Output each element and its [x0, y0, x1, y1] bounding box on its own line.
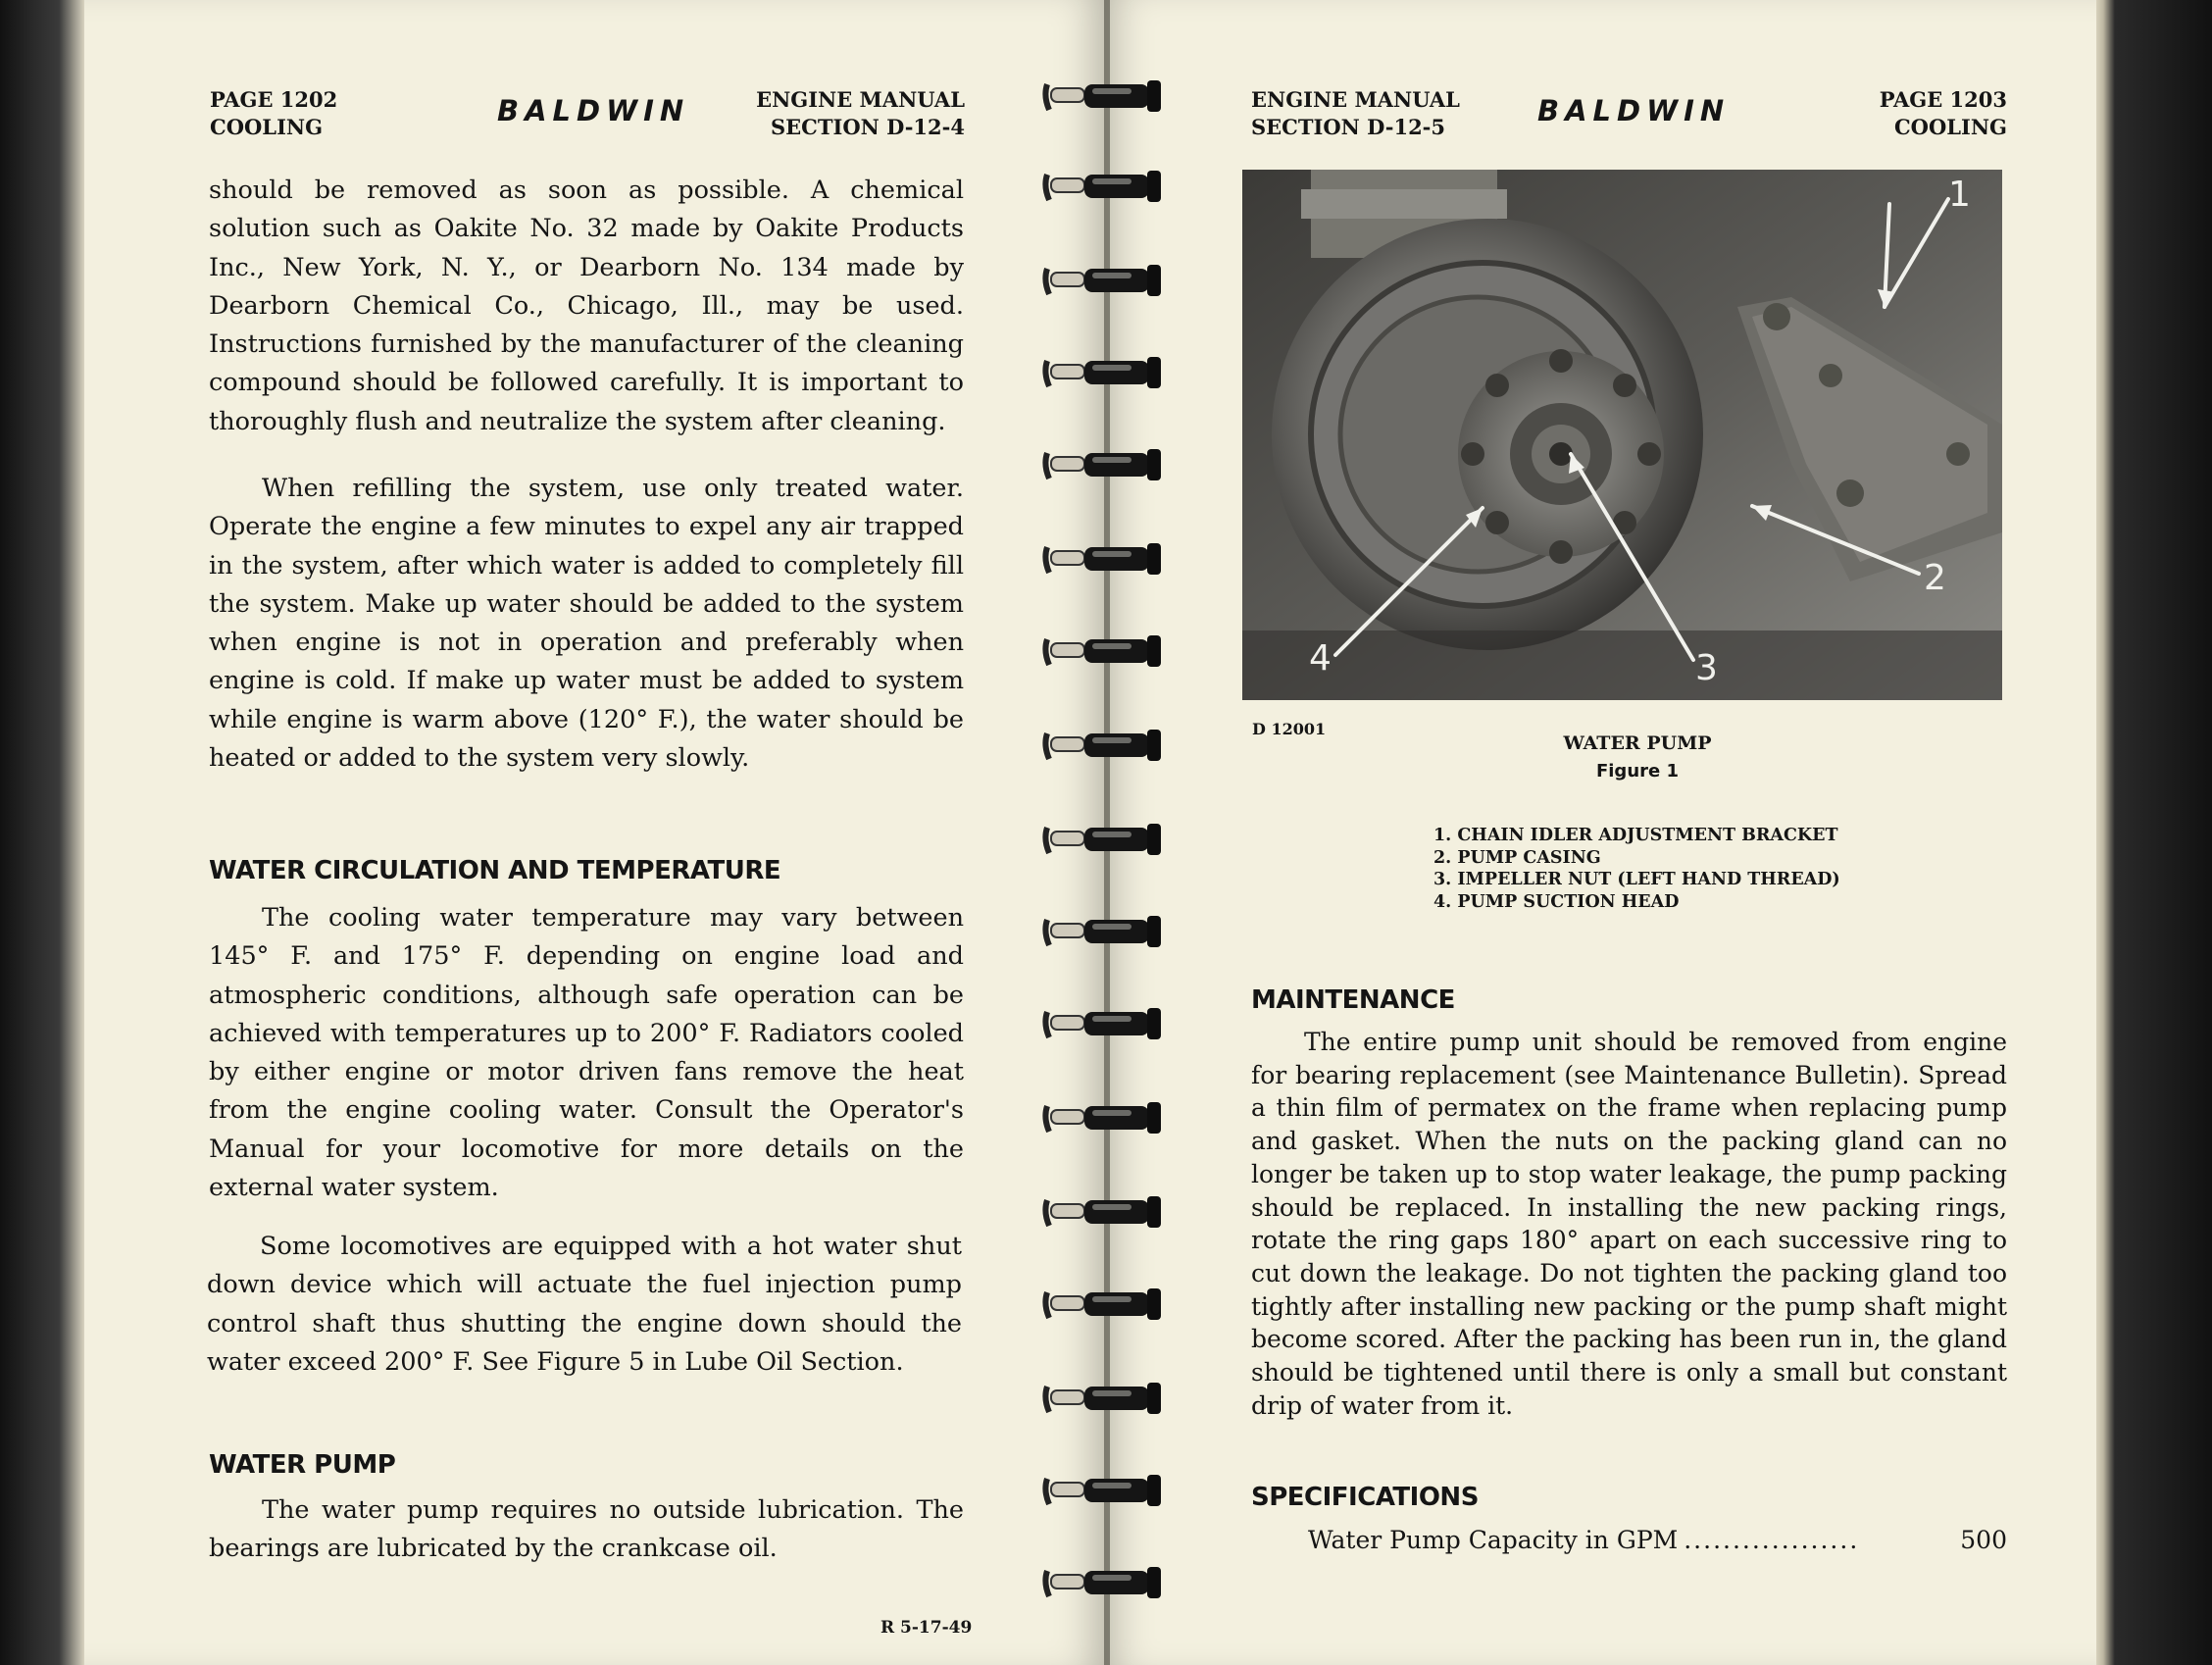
- left-page-number: PAGE 1202: [210, 87, 338, 112]
- water-pump-photo: [1242, 170, 2002, 700]
- callout-1: 1: [1948, 175, 1971, 215]
- spiral-ring: [1041, 1565, 1167, 1600]
- left-manual-name: ENGINE MANUAL: [756, 87, 965, 112]
- legend-item: 2. PUMP CASING: [1433, 847, 1601, 868]
- right-header-manual-block: [1251, 86, 1460, 141]
- spiral-ring: [1041, 633, 1167, 669]
- spiral-ring: [1041, 1006, 1167, 1041]
- left-footer-revision: R 5-17-49: [880, 1618, 973, 1638]
- callout-4: 4: [1309, 638, 1332, 679]
- spiral-ring: [1041, 728, 1167, 763]
- figure-legend: [1433, 825, 1840, 913]
- right-brand-title: BALDWIN: [1537, 94, 1731, 127]
- figure-number: Figure 1: [1595, 761, 1680, 782]
- heading-specifications: SPECIFICATIONS: [1251, 1483, 1479, 1512]
- heading-maintenance: MAINTENANCE: [1251, 985, 1455, 1015]
- spiral-ring: [1041, 263, 1167, 298]
- spec-row: [1308, 1526, 2007, 1554]
- right-header-page-block: [1796, 86, 2007, 141]
- paragraph-lubrication: The water pump requires no outside lubrication. The bearings are lubricated by the crankcase oil.: [209, 1495, 964, 1564]
- spiral-ring: [1041, 355, 1167, 390]
- heading-water-circulation: WATER CIRCULATION AND TEMPERATURE: [209, 856, 781, 885]
- spiral-ring: [1041, 169, 1167, 204]
- legend-item: 3. IMPELLER NUT (LEFT HAND THREAD): [1433, 870, 1840, 889]
- spiral-ring: [1041, 78, 1167, 114]
- right-manual-name: ENGINE MANUAL: [1251, 87, 1460, 112]
- spiral-ring: [1041, 822, 1167, 857]
- legend-item: 4. PUMP SUCTION HEAD: [1433, 891, 1680, 912]
- figure-code: D 12001: [1252, 720, 1327, 738]
- left-para-3: [209, 899, 964, 1207]
- callout-3: 3: [1695, 648, 1718, 688]
- paragraph-temperature: The cooling water temperature may vary between 145° F. and 175° F. depending on engine load and atmospheric conditions, although safe operation can be achieved with temperatures up to 200° F. Radiators cooled by either engine or motor driven fans remove the heat from the engine cooling water. Consult the Operator's Manual for your locomotive for more details on the external water system.: [209, 903, 964, 1203]
- left-para-4: [207, 1228, 962, 1382]
- spiral-ring: [1041, 447, 1167, 482]
- left-header-page-block: [210, 86, 337, 141]
- heading-water-pump: WATER PUMP: [209, 1450, 396, 1480]
- left-para-2: [209, 470, 964, 778]
- legend-item: 1. CHAIN IDLER ADJUSTMENT BRACKET: [1433, 826, 1838, 845]
- book-edge-left: [0, 0, 84, 1665]
- spec-value: 500: [1960, 1526, 2007, 1554]
- left-para-1: [209, 172, 964, 441]
- spiral-ring: [1041, 1194, 1167, 1230]
- paragraph-refilling: When refilling the system, use only treated water. Operate the engine a few minutes to expel any air trapped in the system, after which water is added to completely fill the system. Make up water should be added to the system when engine is not in operation and preferably when engine is cold. If make up water must be added to system while engine is warm above (120° F.), the water should be heated or added to the system very slowly.: [209, 474, 964, 774]
- spiral-ring: [1041, 541, 1167, 577]
- figure-title: WATER PUMP: [1563, 732, 1712, 754]
- spec-leader: ..................: [1684, 1526, 1860, 1554]
- callout-2: 2: [1924, 558, 1946, 598]
- right-page-number: PAGE 1203: [1879, 87, 2007, 112]
- right-section-name: COOLING: [1893, 115, 2007, 139]
- spec-label: Water Pump Capacity in GPM: [1308, 1526, 1679, 1554]
- left-para-5: [209, 1491, 964, 1569]
- spiral-ring: [1041, 1473, 1167, 1508]
- paragraph-cleaning-solution: should be removed as soon as possible. A chemical solution such as Oakite No. 32 made by Oakite Products Inc., New York, N. Y., or Dearborn No. 134 made by Dearborn Chemical Co., Chicago, Ill., may be used. Instructions furnished by the manufacturer of the cleaning compound should be followed carefully. It is important to thoroughly flush and neutralize the system after cleaning.: [209, 176, 964, 436]
- spiral-ring: [1041, 1287, 1167, 1322]
- paragraph-maintenance: The entire pump unit should be removed from engine for bearing replacement (see Maintenance Bulletin). Spread a thin film of permatex on the frame when replacing pump and gasket. When the nuts on the packing gland can no longer be taken up to stop water leakage, the pump packing should be replaced. In installing the new packing rings, rotate the ring gaps 180° apart on each successive ring to cut down the leakage. Do not tighten the packing gland too tightly after installing new packing or the pump shaft might become scored. After the packing has been run in, the gland should be tightened until there is only a small but constant drip of water from it.: [1251, 1028, 2007, 1420]
- left-header-manual-block: [755, 86, 965, 141]
- right-para-1: [1251, 1026, 2007, 1422]
- spiral-ring: [1041, 1381, 1167, 1416]
- spiral-ring: [1041, 1100, 1167, 1135]
- book-edge-right: [2096, 0, 2212, 1665]
- right-section-code: SECTION D-12-5: [1251, 115, 1446, 139]
- left-section-name: COOLING: [210, 115, 324, 139]
- left-section-code: SECTION D-12-4: [770, 115, 965, 139]
- left-brand-title: BALDWIN: [497, 94, 690, 127]
- spiral-ring: [1041, 914, 1167, 949]
- paragraph-shutdown-device: Some locomotives are equipped with a hot water shut down device which will actuate the fuel injection pump control shaft thus shutting the engine down should the water exceed 200° F. See Figure 5 in Lube Oil Section.: [207, 1232, 962, 1377]
